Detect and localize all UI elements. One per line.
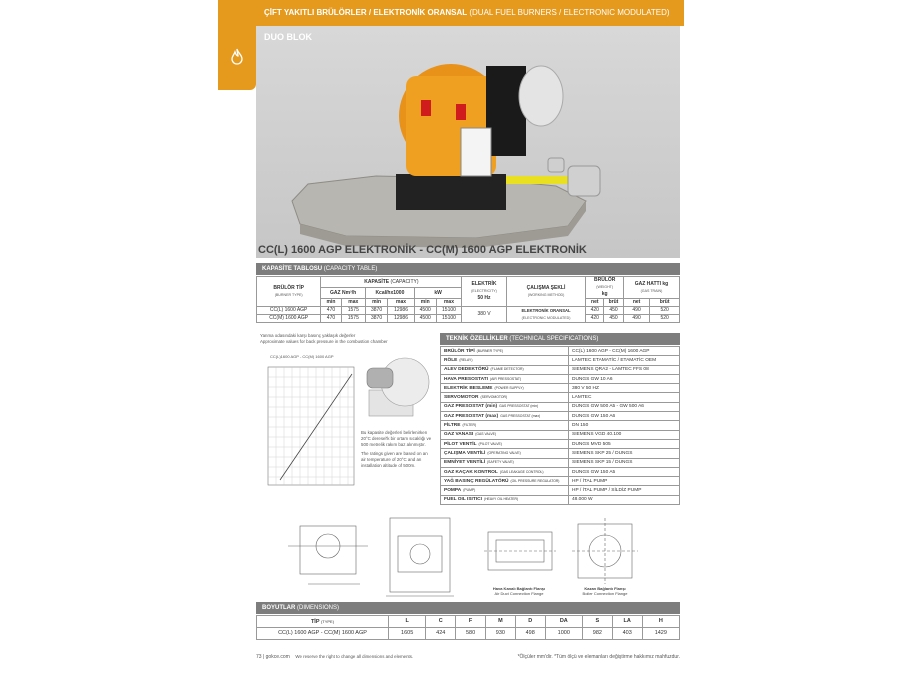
cell: 15100 [436, 315, 462, 323]
spec-value: 48.000 W [569, 495, 680, 504]
spec-key: ALEV DEDEKTÖRÜ (FLAME DETECTOR) [441, 365, 569, 374]
cell: 15100 [436, 307, 462, 315]
cell: 450 [604, 315, 624, 323]
dims-value: 1429 [642, 628, 679, 640]
spec-key: POMPA (PUMP) [441, 486, 569, 495]
dims-col-header: S [582, 616, 612, 628]
dims-col-header: C [426, 616, 456, 628]
product-title: CC(L) 1600 AGP ELEKTRONİK - CC(M) 1600 AGP ELEKTRONİK [258, 244, 587, 256]
cell: 12986 [388, 307, 415, 315]
spec-value: DUNGS MVD 505 [569, 439, 680, 448]
dims-col-header: L [389, 616, 426, 628]
footer: 73 | gokce.com We reserve the right to change all dimensions and elements. *Ölçüler mm'dir. *Tüm ölçü ve elemanları değiştirme hakkımız mahfuzdur. [256, 654, 680, 660]
table-row [441, 421, 680, 430]
spec-value: LAMTEC [569, 393, 680, 402]
fan-image [365, 350, 433, 420]
spec-key: SERVOMOTOR (SERVOMOTOR) [441, 393, 569, 402]
dims-value: 1605 [389, 628, 426, 640]
table-row [441, 356, 680, 365]
cell: 4500 [414, 307, 436, 315]
chart-info: Bu kapasite değerleri belirlenirken 20°C deresel'k bir ortam sıcaklığı ve 500 metrelik rakım baz alınmıştır. The ratings given are based on an air temperature of 20°C and an installation altitude of 500m. [361, 430, 432, 468]
min-label: min [321, 299, 341, 307]
table-row [441, 365, 680, 374]
dims-value: 403 [612, 628, 642, 640]
dims-col-header: DA [545, 616, 582, 628]
cell: 470 [321, 307, 341, 315]
table-row [441, 347, 680, 356]
cell: 1575 [341, 307, 365, 315]
spec-value: HP / İTAL PUMP [569, 477, 680, 486]
dims-type-cell: CC(L) 1600 AGP - CC(M) 1600 AGP [257, 628, 389, 640]
cell: 520 [650, 307, 680, 315]
dims-col-header: F [456, 616, 486, 628]
series-label: DUO BLOK [264, 32, 312, 42]
spec-value: DN 150 [569, 421, 680, 430]
table-row [441, 393, 680, 402]
spec-key: RÖLE (RELAY) [441, 356, 569, 365]
table-row [441, 402, 680, 411]
table-row [441, 477, 680, 486]
dims-col-header: D [515, 616, 545, 628]
spec-value: SIEMENS QRA2 - LAMTEC FFS 08 [569, 365, 680, 374]
col-capacity: KAPASİTE (CAPACITY) [321, 277, 462, 288]
spec-key: GAZ PRESOSTAT (max) GAS PRESSOSTAT (max) [441, 412, 569, 421]
col-weight: BRÜLÖR (WEIGHT) kg [586, 277, 623, 299]
dims-value: 1000 [545, 628, 582, 640]
dims-value: 424 [426, 628, 456, 640]
table-row [441, 458, 680, 467]
cell: 3870 [365, 307, 387, 315]
col-gas: GAZ Nm³/h [321, 288, 366, 299]
spec-value: LAMTEC ETAMATİC / ETAMATİC OEM [569, 356, 680, 365]
max-label: max [436, 299, 462, 307]
table-row [441, 439, 680, 448]
min-label: min [414, 299, 436, 307]
dims-value: 982 [582, 628, 612, 640]
col-gas-train: GAZ HATTI kg (GAS TRAIN) [623, 277, 679, 299]
spec-value: HP / İTAL PUMP / SİLDİZ PUMP [569, 486, 680, 495]
table-row [441, 486, 680, 495]
flame-tab [218, 26, 256, 90]
cell: 380 V [462, 307, 506, 323]
dims-value: 498 [515, 628, 545, 640]
cell: CC(L) 1600 AGP [257, 307, 321, 315]
cell: 3870 [365, 315, 387, 323]
net-label: net [586, 299, 604, 307]
cell: 4500 [414, 315, 436, 323]
spec-value: SIEMENS SKP 25 / DUNGS [569, 449, 680, 458]
flame-icon [230, 48, 244, 66]
spec-key: ÇALIŞMA VENTİLİ (OPERATING VALVE) [441, 449, 569, 458]
table-row [441, 495, 680, 504]
boiler-flange-drawing [570, 516, 640, 586]
cell: 450 [604, 307, 624, 315]
spec-key: FUEL OIL ISITICI (HEAVY OIL HEATER) [441, 495, 569, 504]
cell: 490 [623, 307, 649, 315]
cell: 520 [650, 315, 680, 323]
header-bar [218, 0, 684, 26]
air-flange-caption: Hava Kanalı Bağlantı Flanşı Air Duct Connection Flange [492, 586, 546, 596]
spec-value: DUNGS GW 500 A5 - GW 500 A6 [569, 402, 680, 411]
spec-value: DUNGS GW 150 A5 [569, 467, 680, 476]
dims-col-header: H [642, 616, 679, 628]
brut-label: brüt [650, 299, 680, 307]
cell: CC(M) 1600 AGP [257, 315, 321, 323]
spec-key: HAVA PRESOSTATI (AIR PRESSOSTAT) [441, 374, 569, 383]
spec-value: DUNGS GW 10 A6 [569, 374, 680, 383]
col-electric: ELEKTRİK (ELECTRICITY) 50 Hz [462, 277, 506, 307]
spec-key: YAĞ BASINÇ REGÜLATÖRÜ (OIL PRESSURE REGULATOR) [441, 477, 569, 486]
cell: ELEKTRONİK ORANSAL (ELECTRONIC MODULATED) [506, 307, 586, 323]
table-row [441, 449, 680, 458]
spec-value: SIEMENS SKP 15 / DUNGS [569, 458, 680, 467]
cell: 470 [321, 315, 341, 323]
col-kw: kW [414, 288, 462, 299]
back-pressure-chart [258, 362, 358, 492]
spec-value: DUNGS GW 150 A6 [569, 412, 680, 421]
air-flange-drawing [482, 520, 558, 580]
dims-section-bar: BOYUTLAR (DIMENSIONS) [256, 602, 680, 614]
dims-col-header: M [485, 616, 515, 628]
cell: 420 [586, 315, 604, 323]
spec-key: EMNİYET VENTİLİ (SAFETY VALVE) [441, 458, 569, 467]
cell: 1575 [341, 315, 365, 323]
dims-value: 930 [485, 628, 515, 640]
spec-key: GAZ VANASI (GAS VALVE) [441, 430, 569, 439]
max-label: max [341, 299, 365, 307]
spec-value: SIEMENS VGD 40.100 [569, 430, 680, 439]
table-row [441, 467, 680, 476]
col-kcal: Kcal/hx1000 [365, 288, 414, 299]
dimension-drawing [278, 516, 474, 598]
chart-notes: Yanma odasındaki karşı basınç yaklaşık değerler Approximate values for back pressure in the combustion chamber [260, 333, 388, 344]
col-burner-type: BRÜLÖR TİP (BURNER TYPE) [257, 277, 321, 307]
cell: 420 [586, 307, 604, 315]
table-row [441, 412, 680, 421]
capacity-section-bar: KAPASİTE TABLOSU (CAPACITY TABLE) [256, 263, 680, 275]
cell: 12986 [388, 315, 415, 323]
net-label: net [623, 299, 649, 307]
max-label: max [388, 299, 415, 307]
header-title: ÇİFT YAKITLI BRÜLÖRLER / ELEKTRONİK ORANSAL (DUAL FUEL BURNERS / ELECTRONIC MODULATED) [264, 8, 670, 17]
tech-section-bar: TEKNİK ÖZELLİKLER (TECHNICAL SPECIFICATIONS) [440, 333, 680, 345]
spec-value: CC(L) 1600 AGP - CC(M) 1600 AGP [569, 347, 680, 356]
spec-key: GAZ PRESOSTAT (min) GAS PRESSOSTAT (min) [441, 402, 569, 411]
dimensions-table [256, 615, 680, 640]
tech-specs-table [440, 346, 680, 505]
spec-key: BRÜLÖR TİPİ (BURNER TYPE) [441, 347, 569, 356]
cell: 490 [623, 315, 649, 323]
min-label: min [365, 299, 387, 307]
product-photo [256, 26, 680, 258]
dims-col-header: LA [612, 616, 642, 628]
table-row [441, 430, 680, 439]
spec-key: FİLTRE (FILTER) [441, 421, 569, 430]
catalog-page [218, 0, 684, 675]
table-row [441, 374, 680, 383]
dims-type-header: TİP (TYPE) [257, 616, 389, 628]
spec-key: GAZ KAÇAK KONTROL (GAS LEAKAGE CONTROL) [441, 467, 569, 476]
spec-value: 380 V 50 HZ [569, 384, 680, 393]
spec-key: PİLOT VENTİL (PILOT VALVE) [441, 439, 569, 448]
chart-label: CC(L)1600 AGP - CC(M) 1600 AGP [270, 354, 334, 359]
brut-label: brüt [604, 299, 624, 307]
table-row [441, 384, 680, 393]
dims-value: 580 [456, 628, 486, 640]
boiler-flange-caption: Kazan Bağlantı Flanşı Boiler Connection Flange [582, 586, 628, 596]
col-working: ÇALIŞMA ŞEKLİ (WORKING METHOD) [506, 277, 586, 307]
spec-key: ELEKTRİK BESLEME (POWER SUPPLY) [441, 384, 569, 393]
capacity-table [256, 276, 680, 323]
table-row [257, 307, 680, 315]
